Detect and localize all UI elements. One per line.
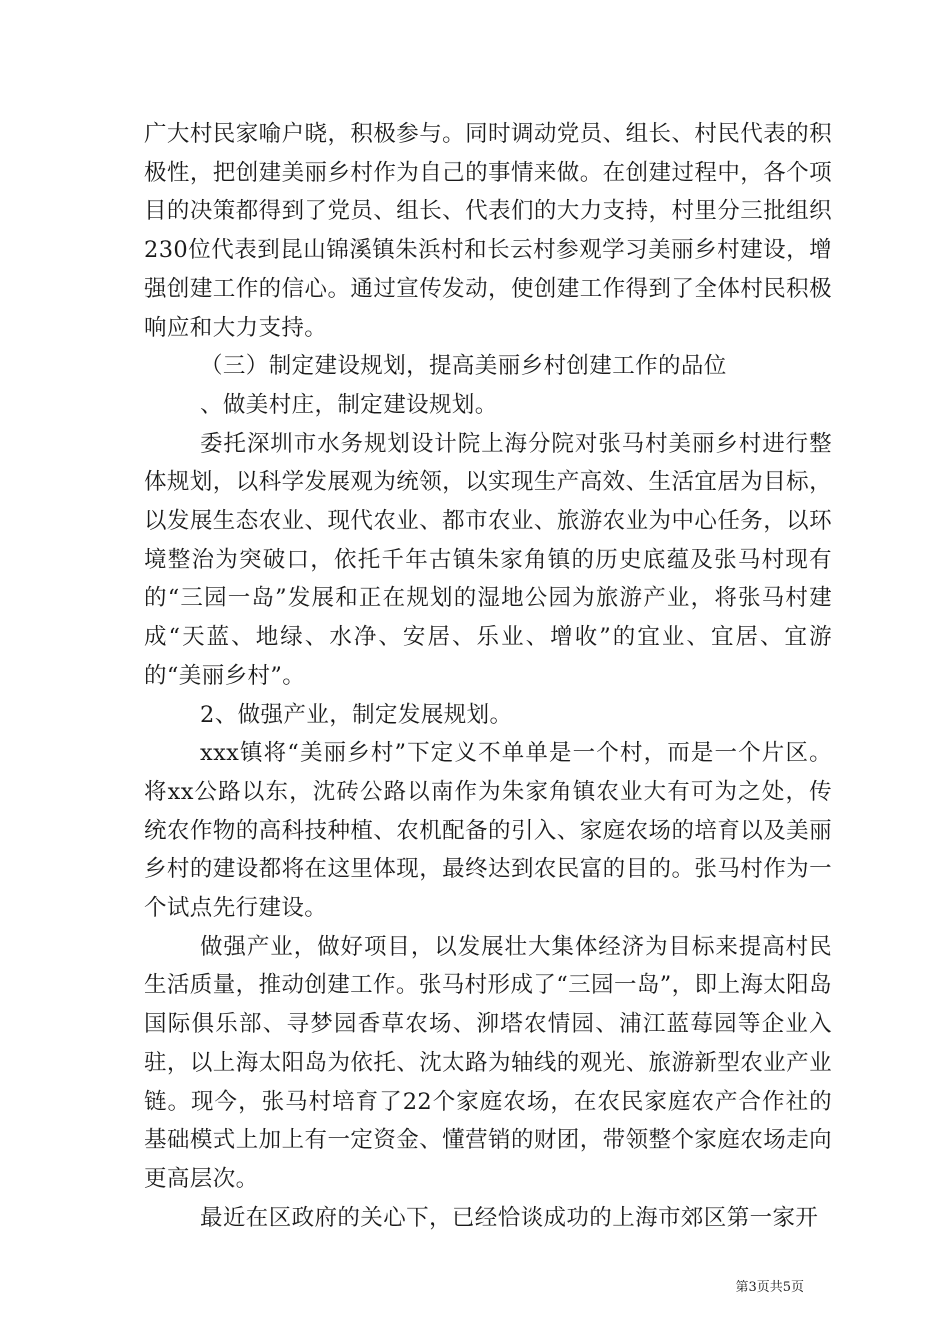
subsection-heading-2: 2、做强产业，制定发展规划。 xyxy=(200,701,513,728)
section-heading: （三）制定建设规划，提高美丽乡村创建工作的品位 xyxy=(200,353,727,380)
document-body xyxy=(144,115,832,1237)
subsection-heading-1: 、做美村庄，制定建设规划。 xyxy=(200,391,498,418)
paragraph-continuation: 广大村民家喻户晓，积极参与。同时调动党员、组长、村民代表的积极性，把创建美丽乡村作为自己的事情来做。在创建过程中，各个项目的决策都得到了党员、组长、代表们的大力支持，村里分三批组织230位代表到昆山锦溪镇朱浜村和长云村参观学习美丽乡村建设，增强创建工作的信心。通过宣传发动，使创建工作得到了全体村民积极响应和大力支持。 xyxy=(144,121,832,341)
paragraph-planning: 委托深圳市水务规划设计院上海分院对张马村美丽乡村进行整体规划，以科学发展观为统领，以实现生产高效、生活宜居为目标，以发展生态农业、现代农业、都市农业、旅游农业为中心任务，以环境整治为突破口，依托千年古镇朱家角镇的历史底蕴及张马村现有的“三园一岛”发展和正在规划的湿地公园为旅游产业，将张马村建成“天蓝、地绿、水净、安居、乐业、增收”的宜业、宜居、宜游的“美丽乡村”。 xyxy=(144,430,832,689)
paragraph-recent: 最近在区政府的关心下，已经恰谈成功的上海市郊区第一家开 xyxy=(200,1204,819,1231)
paragraph-definition: xxx镇将“美丽乡村”下定义不单单是一个村，而是一个片区。将xx公路以东，沈砖公路以南作为朱家角镇农业大有可为之处，传统农作物的高科技种植、农机配备的引入、家庭农场的培育以及美丽乡村的建设都将在这里体现，最终达到农民富的目的。张马村作为一个试点先行建设。 xyxy=(144,740,832,922)
paragraph-industry: 做强产业，做好项目，以发展壮大集体经济为目标来提高村民生活质量，推动创建工作。张马村形成了“三园一岛”，即上海太阳岛国际俱乐部、寻梦园香草农场、泖塔农情园、浦江蓝莓园等企业入驻，以上海太阳岛为依托、沈太路为轴线的观光、旅游新型农业产业链。现今，张马村培育了22个家庭农场，在农民家庭农产合作社的基础模式上加上有一定资金、懂营销的财团，带领整个家庭农场走向更高层次。 xyxy=(144,933,832,1192)
page-number: 第3页共5页 xyxy=(735,1280,804,1295)
